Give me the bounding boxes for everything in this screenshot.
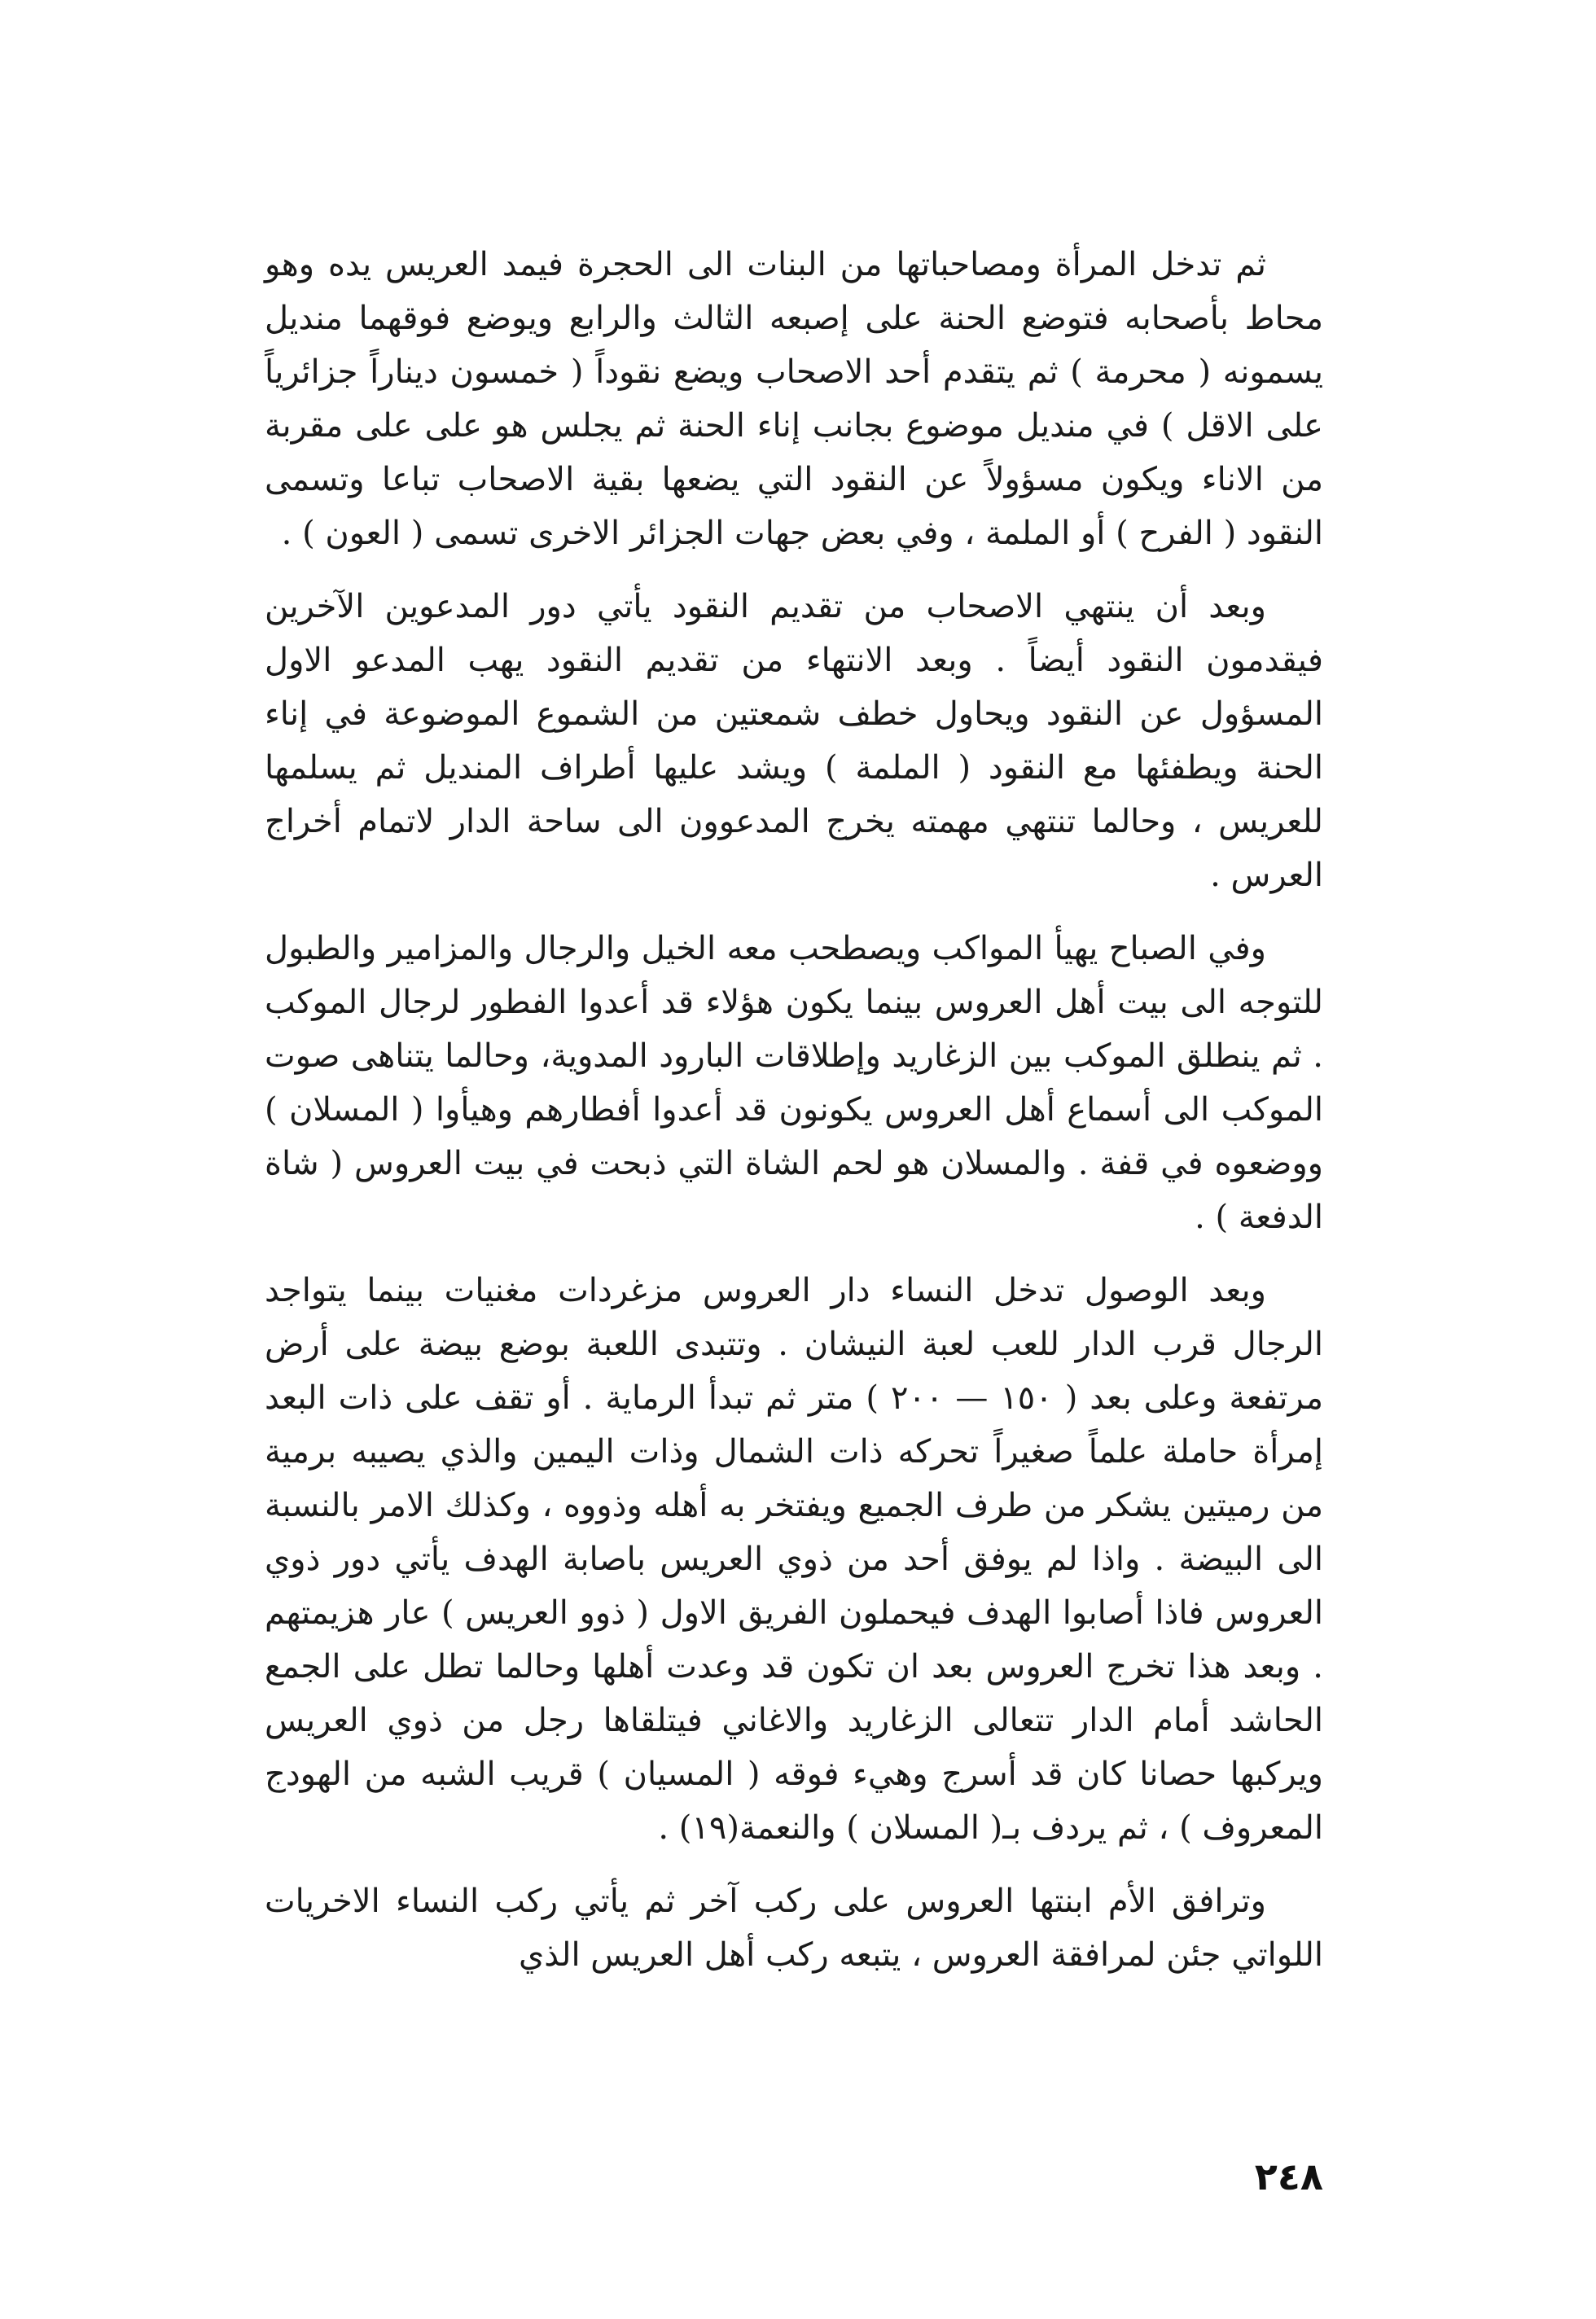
paragraph-mother-accompanies: وترافق الأم ابنتها العروس على ركب آخر ثم يأتي ركب النساء الاخريات اللواتي جئن لمرافقة العروس ، يتبعه ركب أهل العريس الذي <box>265 1883 1323 1974</box>
body-text <box>265 238 1323 1982</box>
paragraph-guests-money: وبعد أن ينتهي الاصحاب من تقديم النقود يأتي دور المدعوين الآخرين فيقدمون النقود أيضاً . وبعد الانتهاء من تقديم النقود يهب المدعو الاول المسؤول عن النقود ويحاول خطف شمعتين من الشموع الموضوعة في إناء الحنة ويطفئها مع النقود ( الملمة ) ويشد عليها أطراف المنديل ثم يسلمها للعريس ، وحالما تنتهي مهمته يخرج المدعوون الى ساحة الدار لاتمام أخراج العرس . <box>265 588 1323 894</box>
paragraph-shooting-game: وبعد الوصول تدخل النساء دار العروس مزغردات مغنيات بينما يتواجد الرجال قرب الدار للعب لعبة النيشان . وتتبدى اللعبة بوضع بيضة على أرض مرتفعة وعلى بعد ( ١٥٠ — ٢٠٠ ) متر ثم تبدأ الرماية . أو تقف على ذات البعد إمرأة حاملة علماً صغيراً تحركه ذات الشمال وذات اليمين والذي يصيبه برمية من رميتين يشكر من طرف الجميع ويفتخر به أهله وذووه ، وكذلك الامر بالنسبة الى البيضة . واذا لم يوفق أحد من ذوي العريس باصابة الهدف يأتي دور ذوي العروس فاذا أصابوا الهدف فيحملون الفريق الاول ( ذوو العريس ) عار هزيمتهم . وبعد هذا تخرج العروس بعد ان تكون قد وعدت أهلها وحالما تطل على الجمع الحاشد أمام الدار تتعالى الزغاريد والاغاني فيتلقاها رجل من ذوي العريس ويركبها حصانا كان قد أسرج وهيء فوقه ( المسيان ) قريب الشبه من الهودج المعروف ) ، ثم يردف بـ( المسلان ) والنعمة(١٩) . <box>265 1272 1324 1847</box>
paragraph-morning-procession: وفي الصباح يهيأ المواكب ويصطحب معه الخيل والرجال والمزامير والطبول للتوجه الى بيت أهل العروس بينما يكون هؤلاء قد أعدوا الفطور لرجال الموكب . ثم ينطلق الموكب بين الزغاريد وإطلاقات البارود المدوية، وحالما يتناهى صوت الموكب الى أسماع أهل العروس يكونون قد أعدوا أفطارهم وهيأوا ( المسلان ) ووضعوه في قفة . والمسلان هو لحم الشاة التي ذبحت في بيت العروس ( شاة الدفعة ) . <box>265 930 1323 1236</box>
paragraph-henna-ceremony: ثم تدخل المرأة ومصاحباتها من البنات الى الحجرة فيمد العريس يده وهو محاط بأصحابه فتوضع الحنة على إصبعه الثالث والرابع ويوضع فوقهما منديل يسمونه ( محرمة ) ثم يتقدم أحد الاصحاب ويضع نقوداً ( خمسون ديناراً جزائرياً على الاقل ) في منديل موضوع بجانب إناء الحنة ثم يجلس هو على على مقربة من الاناء ويكون مسؤولاً عن النقود التي يضعها بقية الاصحاب تباعا وتسمى النقود ( الفرح ) أو الملمة ، وفي بعض جهات الجزائر الاخرى تسمى ( العون ) . <box>265 246 1323 552</box>
page-number: ٢٤٨ <box>1254 2155 1323 2198</box>
